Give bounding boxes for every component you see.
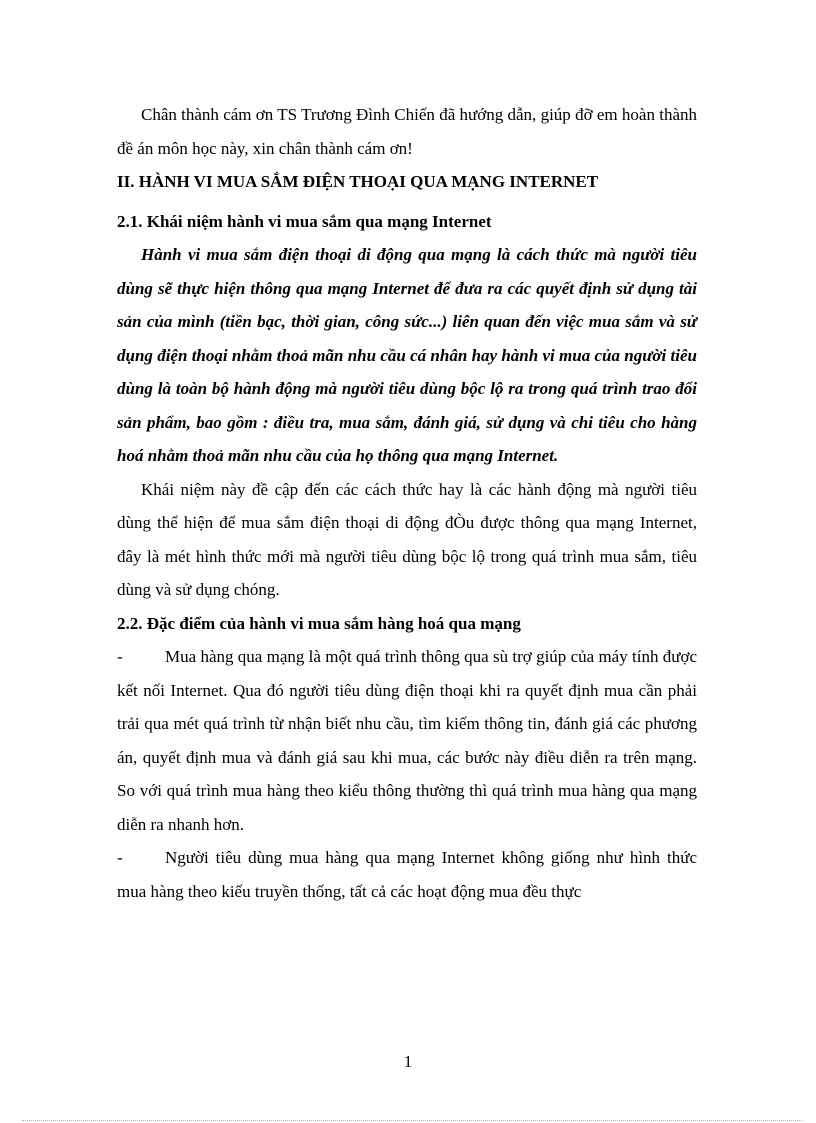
bullet-item-2 <box>117 841 697 908</box>
bullet-item-1 <box>117 640 697 841</box>
bullet-marker: - <box>117 647 123 666</box>
bullet-text-2: Người tiêu dùng mua hàng qua mạng Internet không giống như hình thức mua hàng theo kiểu truyền thống, tất cả các hoạt động mua đều thực <box>117 848 697 901</box>
bullet-marker: - <box>117 848 123 867</box>
footer-divider <box>22 1120 802 1121</box>
paragraph-concept-explanation: Khái niệm này đề cập đến các cách thức hay là các hành động mà người tiêu dùng thể hiện để mua sắm điện thoại di động đÒu được thông qua mạng Internet, đây là mét hình thức mới mà người tiêu dùng bộc lộ trong quá trình mua sắm, tiêu dùng và sử dụng chóng. <box>117 479 697 599</box>
subsection-title-2-2: 2.2. Đặc điểm của hành vi mua sắm hàng hoá qua mạng <box>117 613 521 633</box>
bullet-text-1: Mua hàng qua mạng là một quá trình thông qua sù trợ giúp của máy tính được kết nối Internet. Qua đó người tiêu dùng điện thoại khi ra quyết định mua cần phải trải qua mét quá trình từ nhận biết nhu cầu, tìm kiếm thông tin, đánh giá các phương án, quyết định mua và đánh giá sau khi mua, các bước này điều diễn ra trên mạng. So với quá trình mua hàng theo kiểu thông thường thì quá trình mua hàng qua mạng diễn ra nhanh hơn. <box>117 647 697 834</box>
paragraph-thanks: Chân thành cám ơn TS Trương Đình Chiến đã hướng dẫn, giúp đỡ em hoàn thành đề án môn học này, xin chân thành cám ơn! <box>117 105 697 158</box>
page-number: 1 <box>403 1052 413 1071</box>
subsection-title-2-1: 2.1. Khái niệm hành vi mua sắm qua mạng Internet <box>117 211 492 231</box>
paragraph-definition: Hành vi mua sắm điện thoại di động qua mạng là cách thức mà người tiêu dùng sẽ thực hiện thông qua mạng Internet để đưa ra các quyết định sử dụng tài sản của mình (tiền bạc, thời gian, công sức...) liên quan đến việc mua sắm và sử dụng điện thoại nhằm thoả mãn nhu cầu cá nhân hay hành vi mua của người tiêu dùng là toàn bộ hành động mà người tiêu dùng bộc lộ ra trong quá trình trao đổi sản phẩm, bao gồm : điều tra, mua sắm, đánh giá, sử dụng và chi tiêu cho hàng hoá nhằm thoả mãn nhu cầu của họ thông qua mạng Internet. <box>117 245 697 465</box>
section-title: II. HÀNH VI MUA SẮM ĐIỆN THOẠI QUA MẠNG INTERNET <box>117 172 599 191</box>
document-body <box>117 98 697 908</box>
